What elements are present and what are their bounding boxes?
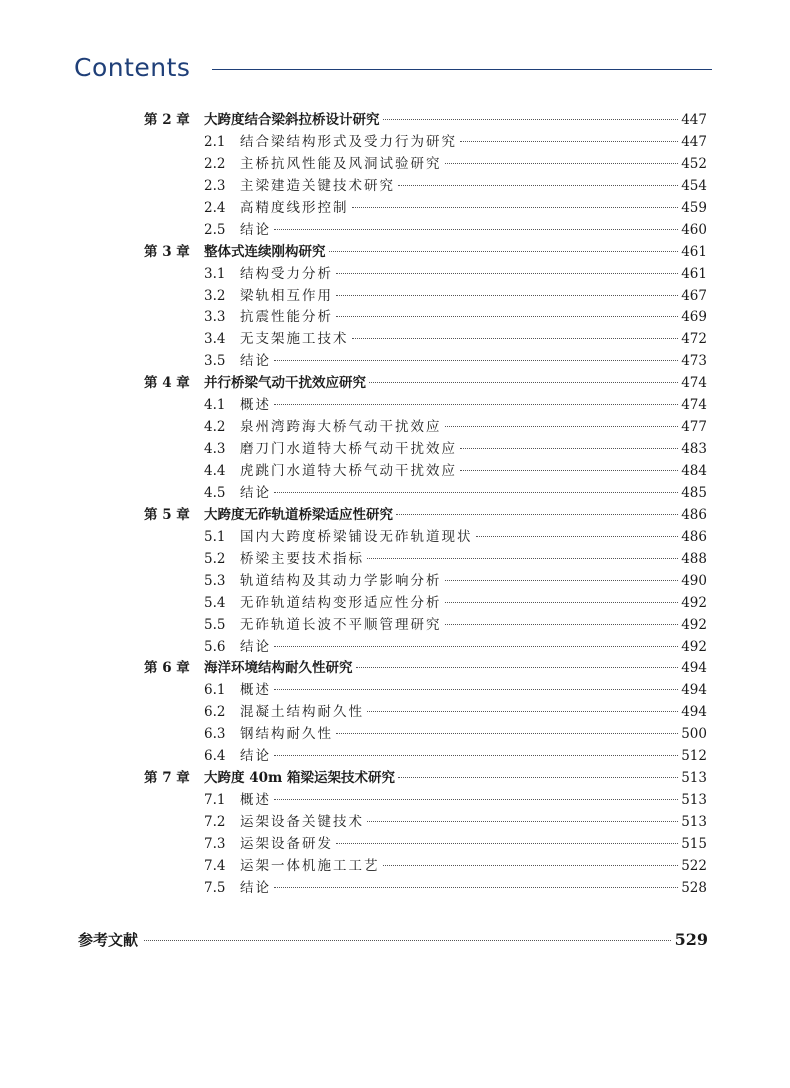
toc-entry-section[interactable] — [144, 220, 707, 242]
dot-leader — [352, 207, 679, 208]
section-title: 高精度线形控制 — [240, 199, 349, 216]
section-page: 528 — [681, 879, 707, 896]
section-page: 488 — [681, 550, 707, 567]
dot-leader — [367, 821, 678, 822]
chapter-title: 大跨度结合梁斜拉桥设计研究 — [204, 112, 380, 128]
section-number: 7.1 — [204, 792, 226, 809]
dot-leader — [460, 470, 678, 471]
toc-entry-section[interactable] — [144, 417, 707, 439]
dot-leader — [398, 777, 678, 778]
chapter-number: 第 7 章 — [144, 770, 190, 787]
section-number: 5.1 — [204, 528, 226, 545]
section-number: 4.4 — [204, 463, 226, 479]
section-page: 494 — [681, 682, 707, 699]
dot-leader — [336, 295, 678, 296]
dot-leader — [274, 360, 678, 361]
dot-leader — [274, 229, 678, 230]
toc-entry-section[interactable] — [144, 176, 707, 198]
toc-entry-chapter[interactable] — [144, 242, 707, 264]
table-of-contents — [144, 110, 707, 900]
dot-leader — [398, 185, 678, 186]
toc-entry-section[interactable] — [144, 878, 707, 900]
section-page: 484 — [681, 463, 707, 479]
section-title: 混凝土结构耐久性 — [240, 704, 364, 721]
dot-leader — [274, 755, 678, 756]
toc-entry-section[interactable] — [144, 593, 707, 615]
dot-leader — [274, 799, 678, 800]
toc-entry-section[interactable] — [144, 834, 707, 856]
section-title: 主桥抗风性能及风洞试验研究 — [240, 155, 442, 172]
toc-entry-section[interactable] — [144, 637, 707, 659]
section-number: 3.1 — [204, 265, 226, 282]
section-title: 结合梁结构形式及受力行为研究 — [240, 133, 457, 150]
dot-leader — [445, 426, 679, 427]
section-page: 483 — [681, 441, 707, 458]
dot-leader — [445, 624, 679, 625]
section-title: 桥梁主要技术指标 — [240, 550, 364, 567]
section-title: 虎跳门水道特大桥气动干扰效应 — [240, 463, 457, 479]
section-title: 结论 — [240, 879, 271, 896]
toc-entry-section[interactable] — [144, 680, 707, 702]
chapter-page: 513 — [681, 770, 707, 787]
section-title: 磨刀门水道特大桥气动干扰效应 — [240, 441, 457, 458]
section-page: 473 — [681, 353, 707, 370]
toc-entry-section[interactable] — [144, 439, 707, 461]
dot-leader — [144, 940, 671, 941]
dot-leader — [367, 711, 678, 712]
toc-entry-section[interactable] — [144, 132, 707, 154]
section-title: 无砟轨道结构变形适应性分析 — [240, 594, 442, 611]
toc-entry-section[interactable] — [144, 702, 707, 724]
dot-leader — [274, 887, 678, 888]
section-title: 概述 — [240, 792, 271, 809]
dot-leader — [367, 558, 678, 559]
section-page: 490 — [681, 572, 707, 589]
toc-entry-section[interactable] — [144, 615, 707, 637]
section-number: 5.3 — [204, 572, 226, 589]
dot-leader — [460, 141, 678, 142]
section-number: 4.2 — [204, 419, 226, 436]
chapter-title: 整体式连续刚构研究 — [204, 243, 326, 260]
section-title: 概述 — [240, 682, 271, 699]
section-page: 513 — [681, 814, 707, 830]
contents-header — [74, 50, 712, 84]
section-page: 492 — [681, 638, 707, 655]
section-title: 钢结构耐久性 — [240, 726, 333, 743]
section-page: 500 — [681, 726, 707, 743]
section-page: 485 — [681, 484, 707, 501]
section-page: 494 — [681, 704, 707, 721]
dot-leader — [476, 536, 679, 537]
dot-leader — [336, 316, 678, 317]
toc-entry-section[interactable] — [144, 812, 707, 834]
section-title: 概述 — [240, 397, 271, 414]
section-number: 6.2 — [204, 704, 226, 721]
dot-leader — [352, 338, 679, 339]
section-number: 3.5 — [204, 353, 226, 370]
section-number: 3.3 — [204, 309, 226, 326]
section-number: 4.1 — [204, 397, 226, 414]
section-title: 结构受力分析 — [240, 265, 333, 282]
section-number: 5.4 — [204, 594, 226, 611]
section-title: 结论 — [240, 221, 271, 238]
dot-leader — [445, 580, 679, 581]
section-number: 7.2 — [204, 814, 226, 830]
chapter-title: 海洋环境结构耐久性研究 — [204, 660, 353, 677]
toc-entry-section[interactable] — [144, 154, 707, 176]
toc-entry-section[interactable] — [144, 790, 707, 812]
section-title: 无砟轨道长波不平顺管理研究 — [240, 616, 442, 633]
chapter-title: 大跨度 40m 箱梁运架技术研究 — [204, 770, 395, 787]
toc-entry-references[interactable] — [78, 929, 708, 951]
section-title: 抗震性能分析 — [240, 309, 333, 326]
toc-entry-section[interactable] — [144, 286, 707, 308]
dot-leader — [445, 602, 679, 603]
section-title: 梁轨相互作用 — [240, 287, 333, 304]
header-rule — [212, 69, 712, 70]
chapter-page: 494 — [681, 660, 707, 677]
section-number: 2.1 — [204, 133, 226, 150]
toc-entry-section[interactable] — [144, 746, 707, 768]
section-page: 447 — [681, 133, 707, 150]
section-page: 513 — [681, 792, 707, 809]
section-page: 452 — [681, 155, 707, 172]
toc-entry-section[interactable] — [144, 198, 707, 220]
references-page: 529 — [674, 930, 708, 949]
section-title: 运架一体机施工工艺 — [240, 857, 380, 874]
dot-leader — [274, 492, 678, 493]
section-page: 459 — [681, 199, 707, 216]
toc-entry-chapter[interactable] — [144, 505, 707, 527]
toc-entry-section[interactable] — [144, 329, 707, 351]
section-title: 泉州湾跨海大桥气动干扰效应 — [240, 419, 442, 436]
section-page: 469 — [681, 309, 707, 326]
section-page: 474 — [681, 397, 707, 414]
section-number: 2.3 — [204, 177, 226, 194]
toc-entry-section[interactable] — [144, 724, 707, 746]
section-number: 2.5 — [204, 221, 226, 238]
section-number: 4.3 — [204, 441, 226, 458]
section-page: 460 — [681, 221, 707, 238]
toc-entry-section[interactable] — [144, 395, 707, 417]
toc-entry-chapter[interactable] — [144, 373, 707, 395]
section-page: 486 — [681, 528, 707, 545]
section-title: 运架设备关键技术 — [240, 814, 364, 830]
chapter-number: 第 4 章 — [144, 375, 190, 392]
toc-entry-section[interactable] — [144, 483, 707, 505]
section-title: 运架设备研发 — [240, 835, 333, 852]
toc-entry-section[interactable] — [144, 264, 707, 286]
section-title: 无支架施工技术 — [240, 331, 349, 348]
section-title: 结论 — [240, 748, 271, 765]
section-page: 512 — [681, 748, 707, 765]
dot-leader — [336, 273, 678, 274]
section-title: 主梁建造关键技术研究 — [240, 177, 395, 194]
toc-entry-chapter[interactable] — [144, 658, 707, 680]
dot-leader — [336, 733, 678, 734]
toc-entry-section[interactable] — [144, 856, 707, 878]
dot-leader — [274, 404, 678, 405]
section-page: 515 — [681, 835, 707, 852]
toc-entry-section[interactable] — [144, 527, 707, 549]
toc-entry-section[interactable] — [144, 571, 707, 593]
section-number: 7.5 — [204, 879, 226, 896]
dot-leader — [445, 163, 679, 164]
toc-entry-section[interactable] — [144, 461, 707, 483]
chapter-number: 第 3 章 — [144, 243, 190, 260]
section-number: 3.2 — [204, 287, 226, 304]
references-title: 参考文献 — [78, 931, 139, 949]
chapter-number: 第 5 章 — [144, 506, 190, 523]
toc-entry-section[interactable] — [144, 549, 707, 571]
dot-leader — [369, 382, 678, 383]
section-page: 492 — [681, 594, 707, 611]
chapter-page: 486 — [681, 506, 707, 523]
section-title: 结论 — [240, 638, 271, 655]
section-number: 5.2 — [204, 550, 226, 567]
section-title: 结论 — [240, 353, 271, 370]
dot-leader — [336, 843, 678, 844]
section-number: 7.4 — [204, 857, 226, 874]
section-number: 6.3 — [204, 726, 226, 743]
section-number: 2.2 — [204, 155, 226, 172]
chapter-number: 第 6 章 — [144, 660, 190, 677]
section-page: 461 — [681, 265, 707, 282]
section-number: 6.4 — [204, 748, 226, 765]
dot-leader — [460, 448, 678, 449]
toc-entry-chapter[interactable] — [144, 110, 707, 132]
section-number: 5.6 — [204, 638, 226, 655]
section-number: 2.4 — [204, 199, 226, 216]
dot-leader — [274, 689, 678, 690]
toc-entry-section[interactable] — [144, 351, 707, 373]
dot-leader — [383, 119, 679, 120]
section-page: 477 — [681, 419, 707, 436]
toc-entry-section[interactable] — [144, 307, 707, 329]
dot-leader — [396, 514, 678, 515]
section-number: 6.1 — [204, 682, 226, 699]
chapter-page: 447 — [681, 112, 707, 128]
section-page: 472 — [681, 331, 707, 348]
section-number: 3.4 — [204, 331, 226, 348]
toc-entry-chapter[interactable] — [144, 768, 707, 790]
chapter-page: 474 — [681, 375, 707, 392]
chapter-page: 461 — [681, 243, 707, 260]
section-title: 轨道结构及其动力学影响分析 — [240, 572, 442, 589]
section-page: 467 — [681, 287, 707, 304]
dot-leader — [383, 865, 679, 866]
section-title: 国内大跨度桥梁铺设无砟轨道现状 — [240, 528, 473, 545]
chapter-title: 并行桥梁气动干扰效应研究 — [204, 375, 366, 392]
chapter-number: 第 2 章 — [144, 112, 190, 128]
section-number: 7.3 — [204, 835, 226, 852]
chapter-title: 大跨度无砟轨道桥梁适应性研究 — [204, 506, 393, 523]
dot-leader — [329, 251, 679, 252]
section-page: 454 — [681, 177, 707, 194]
section-number: 5.5 — [204, 616, 226, 633]
section-page: 522 — [681, 857, 707, 874]
contents-title: Contents — [74, 52, 191, 82]
dot-leader — [274, 646, 678, 647]
section-title: 结论 — [240, 484, 271, 501]
section-page: 492 — [681, 616, 707, 633]
section-number: 4.5 — [204, 484, 226, 501]
dot-leader — [356, 667, 679, 668]
